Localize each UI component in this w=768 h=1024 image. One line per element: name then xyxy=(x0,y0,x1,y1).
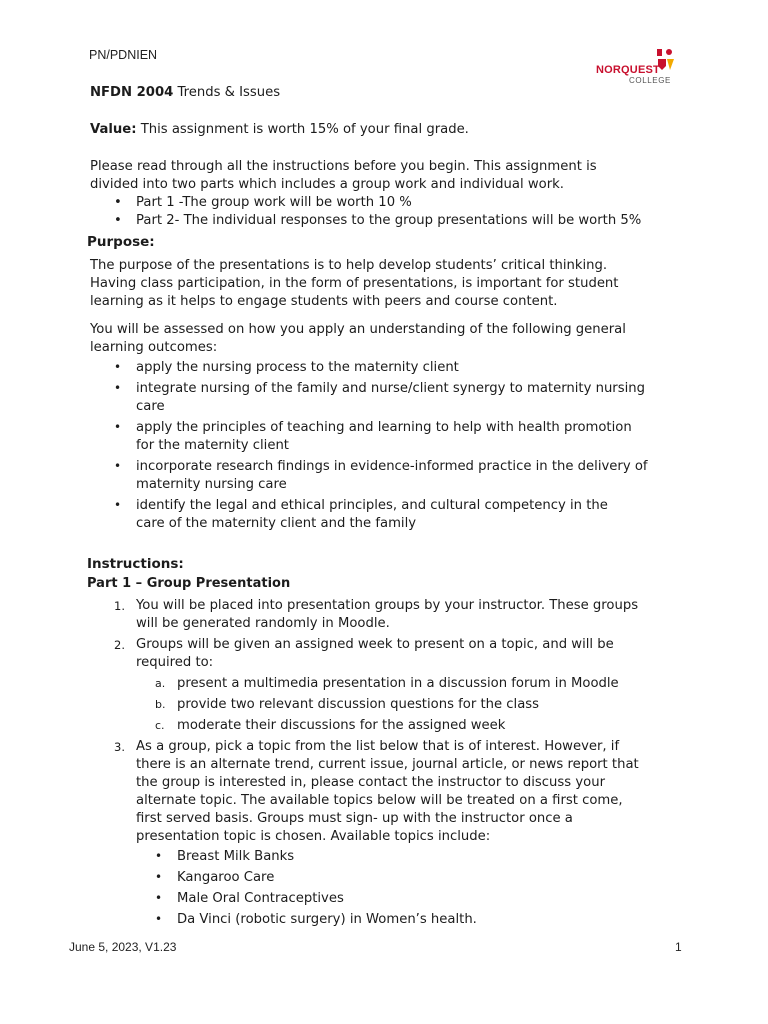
norquest-college-logo xyxy=(594,46,684,88)
bullet-icon: • xyxy=(114,360,122,374)
topic-item xyxy=(155,911,726,929)
course-name: Trends & Issues xyxy=(173,85,281,100)
paragraph-line: Having class participation, in the form of presentations, is important for student xyxy=(90,276,619,291)
outcomes-list xyxy=(114,359,716,533)
bullet-icon: • xyxy=(114,213,122,228)
outcome-line: apply the nursing process to the maternity client xyxy=(136,360,459,375)
instruction-line: there is an alternate trend, current issue, journal article, or news report that xyxy=(136,757,639,772)
list-item xyxy=(114,458,716,494)
page-number: 1 xyxy=(675,940,682,954)
list-item xyxy=(114,419,716,455)
assessment-paragraph xyxy=(90,321,710,357)
part1-heading: Part 1 – Group Presentation xyxy=(87,576,291,591)
intro-line: Please read through all the instructions before you begin. This assignment is xyxy=(90,159,597,174)
sub-item xyxy=(155,675,726,693)
list-item xyxy=(114,359,716,377)
instruction-line: the group is interested in, please contact the instructor to discuss your xyxy=(136,775,605,790)
topic-item xyxy=(155,869,726,887)
instruction-item xyxy=(114,738,726,929)
item-number: 1. xyxy=(114,599,125,613)
item-number: 3. xyxy=(114,740,125,754)
course-code: NFDN 2004 xyxy=(90,85,174,100)
topic-text: Da Vinci (robotic surgery) in Women’s health. xyxy=(177,912,477,927)
outcome-line: care of the maternity client and the family xyxy=(136,516,417,531)
instruction-item xyxy=(114,597,726,633)
item-number: 2. xyxy=(114,638,125,652)
bullet-icon: • xyxy=(155,849,163,863)
bullet-icon: • xyxy=(155,891,163,905)
sub-text: present a multimedia presentation in a discussion forum in Moodle xyxy=(177,676,619,691)
bullet-icon: • xyxy=(155,912,163,926)
outcome-line: identify the legal and ethical principles, and cultural competency in the xyxy=(136,498,608,513)
instruction-line: alternate topic. The available topics below will be treated on a first come, xyxy=(136,793,623,808)
bullet-icon: • xyxy=(155,870,163,884)
logo-text-sub: COLLEGE xyxy=(629,76,671,85)
sub-text: provide two relevant discussion questions for the class xyxy=(177,697,540,712)
sub-list xyxy=(155,675,726,735)
sub-marker: b. xyxy=(155,698,166,711)
list-item xyxy=(114,380,716,416)
instruction-line: first served basis. Groups must sign- up with the instructor once a xyxy=(136,811,573,826)
value-label: Value: xyxy=(90,122,137,137)
sub-marker: a. xyxy=(155,677,166,690)
bullet-icon: • xyxy=(114,195,122,210)
instruction-item xyxy=(114,636,726,735)
paragraph-line: The purpose of the presentations is to help develop students’ critical thinking. xyxy=(90,258,608,273)
paragraph-line: You will be assessed on how you apply an understanding of the following general xyxy=(90,322,626,337)
instruction-line: You will be placed into presentation groups by your instructor. These groups xyxy=(136,598,639,613)
paragraph-line: learning outcomes: xyxy=(90,340,218,355)
topic-item xyxy=(155,848,726,866)
instructions-list xyxy=(114,597,726,929)
sub-text: moderate their discussions for the assigned week xyxy=(177,718,506,733)
intro-line: divided into two parts which includes a group work and individual work. xyxy=(90,177,564,192)
sub-item xyxy=(155,717,726,735)
parts-list xyxy=(114,194,716,230)
outcome-line: maternity nursing care xyxy=(136,477,287,492)
sub-item xyxy=(155,696,726,714)
outcome-line: incorporate research findings in evidence-informed practice in the delivery of xyxy=(136,459,648,474)
list-item xyxy=(114,212,716,230)
value-text: This assignment is worth 15% of your final grade. xyxy=(136,122,469,137)
instruction-line: will be generated randomly in Moodle. xyxy=(136,616,390,631)
topic-item xyxy=(155,890,726,908)
logo-text-main: NORQUEST xyxy=(596,64,660,76)
instruction-line: presentation topic is chosen. Available topics include: xyxy=(136,829,491,844)
list-item xyxy=(114,497,716,533)
outcome-line: integrate nursing of the family and nurse/client synergy to maternity nursing xyxy=(136,381,645,396)
paragraph-line: learning as it helps to engage students with peers and course content. xyxy=(90,294,558,309)
topic-text: Kangaroo Care xyxy=(177,870,275,885)
part-text: Part 2- The individual responses to the group presentations will be worth 5% xyxy=(136,213,642,228)
instruction-line: required to: xyxy=(136,655,214,670)
part-text: Part 1 -The group work will be worth 10 % xyxy=(136,195,412,210)
bullet-icon: • xyxy=(114,498,122,512)
topics-list xyxy=(155,848,726,929)
instruction-line: As a group, pick a topic from the list below that is of interest. However, if xyxy=(136,739,620,754)
topic-text: Breast Milk Banks xyxy=(177,849,295,864)
value-line xyxy=(90,121,469,139)
footer-date-version: June 5, 2023, V1.23 xyxy=(69,940,177,954)
list-item xyxy=(114,194,716,212)
sub-marker: c. xyxy=(155,719,165,732)
purpose-paragraph xyxy=(90,257,710,311)
course-title xyxy=(90,84,280,102)
purpose-heading: Purpose: xyxy=(87,234,155,250)
outcome-line: care xyxy=(136,399,165,414)
topic-text: Male Oral Contraceptives xyxy=(177,891,344,906)
outcome-line: apply the principles of teaching and learning to help with health promotion xyxy=(136,420,632,435)
bullet-icon: • xyxy=(114,420,122,434)
instruction-line: Groups will be given an assigned week to present on a topic, and will be xyxy=(136,637,614,652)
instructions-heading: Instructions: xyxy=(87,556,184,572)
program-code: PN/PDNIEN xyxy=(89,48,158,62)
bullet-icon: • xyxy=(114,459,122,473)
outcome-line: for the maternity client xyxy=(136,438,289,453)
intro-paragraph xyxy=(90,158,710,194)
bullet-icon: • xyxy=(114,381,122,395)
